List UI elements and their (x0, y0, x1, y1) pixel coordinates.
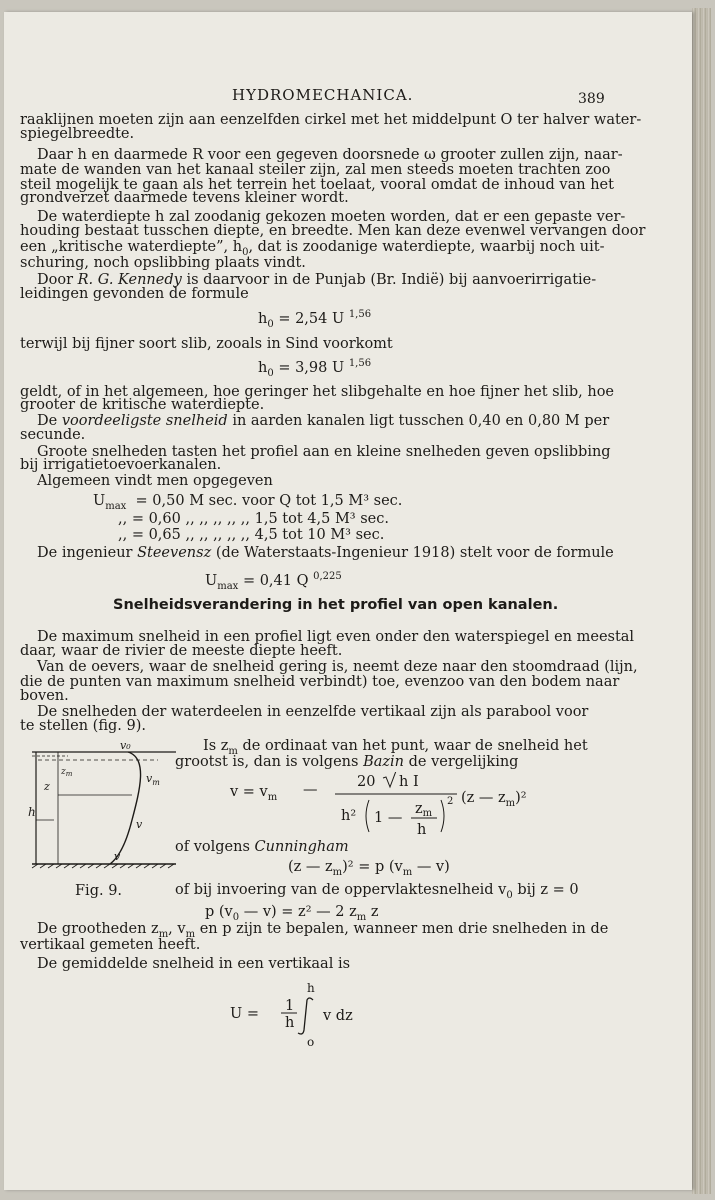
section-heading: Snelheidsverandering in het profiel van open kanalen. (113, 597, 559, 613)
text-line: houding bestaat tusschen diepte, en breedte. Men kan deze evenwel vervangen door (20, 223, 646, 239)
velocity-parabola (110, 752, 141, 864)
text-line: Groote snelheden tasten het profiel aan en kleine snelheden geven opslibbing (37, 444, 611, 460)
svg-text:h: h (307, 981, 315, 995)
formula-steevensz: $U_{max} = 0,41$ Q $^{0,225}$ (205, 571, 342, 592)
svg-text:h I: h I (399, 774, 419, 790)
text-line: een „kritische waterdiepte”, $h_0$, dat is zoodanige waterdiepte, waarbij noch uit- (20, 239, 605, 258)
text-line: De grootheden $z_m$, $v_m$ en p zijn te bepalen, wanneer men drie snelheden in de (37, 921, 609, 940)
svg-text:o: o (307, 1035, 315, 1049)
text-line: terwijl bij fijner soort slib, zooals in Sind voorkomt (20, 336, 393, 352)
label-v0: v₀ (120, 740, 131, 752)
svg-text:h: h (285, 1015, 295, 1031)
svg-text:zm: $z_m$ (415, 801, 433, 819)
svg-text:U =: U = (230, 1006, 259, 1022)
text-line: daar, waar de rivier de meeste diepte heeft. (20, 643, 343, 659)
text-line: grootst is, dan is volgens Bazin de vergelijking (175, 754, 519, 770)
text-line: De waterdiepte h zal zoodanig gekozen moeten worden, dat er een gepaste ver- (37, 209, 626, 225)
svg-text:20: 20 (357, 774, 376, 790)
text-line: De maximum snelheid in een profiel ligt even onder den waterspiegel en meestal (37, 629, 635, 645)
formula-kennedy-2: $h_0 = 3,98$ U $^{1,56}$ (258, 358, 372, 379)
text-line: De voordeeligste snelheid in aarden kanalen ligt tusschen 0,40 en 0,80 M per (37, 413, 610, 429)
svg-text:2: 2 (447, 796, 454, 807)
velocity-row: ,, = 0,60 ,, ,, ,, ,, ,, 1,5 tot 4,5 M³ sec. (118, 511, 389, 527)
text-line: Is $z_m$ de ordinaat van het punt, waar de snelheid het (203, 738, 588, 757)
text-line: schuring, noch opslibbing plaats vindt. (20, 255, 306, 271)
figure-9-velocity-profile (28, 740, 178, 880)
svg-text:1: 1 (285, 998, 295, 1014)
svg-text:v dz: v dz (323, 1008, 353, 1024)
text-line: vertikaal gemeten heeft. (20, 937, 201, 953)
svg-text:h²: h² (341, 808, 357, 824)
label-z: z (44, 780, 50, 793)
page-number: 389 (578, 91, 605, 107)
velocity-row: ,, = 0,65 ,, ,, ,, ,, ,, 4,5 tot 10 M³ sec. (118, 527, 385, 543)
formula-p: p ($v_0$ — v) = z² — 2 $z_m$ z (205, 904, 379, 923)
text-line: grondverzet daarmede tevens kleiner wordt. (20, 190, 349, 206)
text-line: te stellen (fig. 9). (20, 718, 146, 734)
formula-kennedy-1: $h_0 = 2,54$ U $^{1,56}$ (258, 309, 372, 330)
label-vm: $v_m$ (146, 772, 160, 787)
text-line: spiegelbreedte. (20, 126, 135, 142)
text-line: leidingen gevonden de formule (20, 286, 249, 302)
svg-text:(z — zm)²: (z — $z_m)^2$ (461, 790, 527, 809)
label-zm: $z_m$ (61, 767, 73, 778)
text-line: of volgens Cunningham (175, 839, 349, 855)
text-line: boven. (20, 688, 69, 704)
text-line: bij irrigatietoevoerkanalen. (20, 457, 222, 473)
label-v-bottom: v (114, 850, 121, 863)
text-line: raaklijnen moeten zijn aan eenzelfden cirkel met het middelpunt O ter halver water- (20, 112, 642, 128)
running-header: HYDROMECHANICA. (232, 86, 414, 104)
figure-caption: Fig. 9. (75, 883, 123, 899)
svg-text:1 —: 1 — (374, 810, 403, 826)
text-line: De snelheden der waterdeelen in eenzelfde vertikaal zijn als parabool voor (37, 704, 589, 720)
text-line: grooter de kritische waterdiepte. (20, 397, 265, 413)
text-line: Van de oevers, waar de snelheid gering is, neemt deze naar den stoomdraad (lijn, (37, 659, 638, 675)
text-line: Algemeen vindt men opgegeven (37, 473, 273, 489)
text-line: Door R. G. Kennedy is daarvoor in de Punjab (Br. Indië) bij aanvoerirrigatie- (37, 272, 597, 288)
text-line: steil mogelijk te gaan als het terrein het toelaat, vooral omdat de inhoud van het (20, 177, 614, 193)
svg-text:v = vm: $v = v_m$ (230, 784, 278, 803)
formula-cunningham: (z — $z_m)^2 = p$ ($v_m$ — v) (288, 859, 450, 878)
text-line: De gemiddelde snelheid in een vertikaal is (37, 956, 351, 972)
page-edge (692, 8, 711, 1194)
label-h: h (28, 805, 36, 819)
text-line: mate de wanden van het kanaal steiler zijn, zal men steeds moeten trachten zoo (20, 162, 611, 178)
text-line: die de punten van maximum snelheid verbindt) toe, evenzoo van den bodem naar (20, 674, 620, 690)
formula-bazin (225, 772, 555, 842)
text-line: Daar h en daarmede R voor een gegeven doorsnede ω grooter zullen zijn, naar- (37, 147, 623, 163)
text-line: geldt, of in het algemeen, hoe geringer het slibgehalte en hoe fijner het slib, hoe (20, 384, 615, 400)
text-line: secunde. (20, 427, 86, 443)
label-v: v (136, 818, 143, 831)
text-line: of bij invoering van de oppervlaktesnelheid $v_0$ bij z = 0 (175, 882, 579, 901)
svg-text:—: — (303, 782, 318, 798)
svg-text:h: h (417, 822, 427, 838)
formula-mean-velocity (225, 980, 385, 1050)
velocity-row: $U_{max} = 0,50$ M sec. voor Q tot 1,5 M³ sec. (93, 493, 403, 512)
text-line: De ingenieur Steevensz (de Waterstaats-Ingenieur 1918) stelt voor de formule (37, 545, 614, 561)
